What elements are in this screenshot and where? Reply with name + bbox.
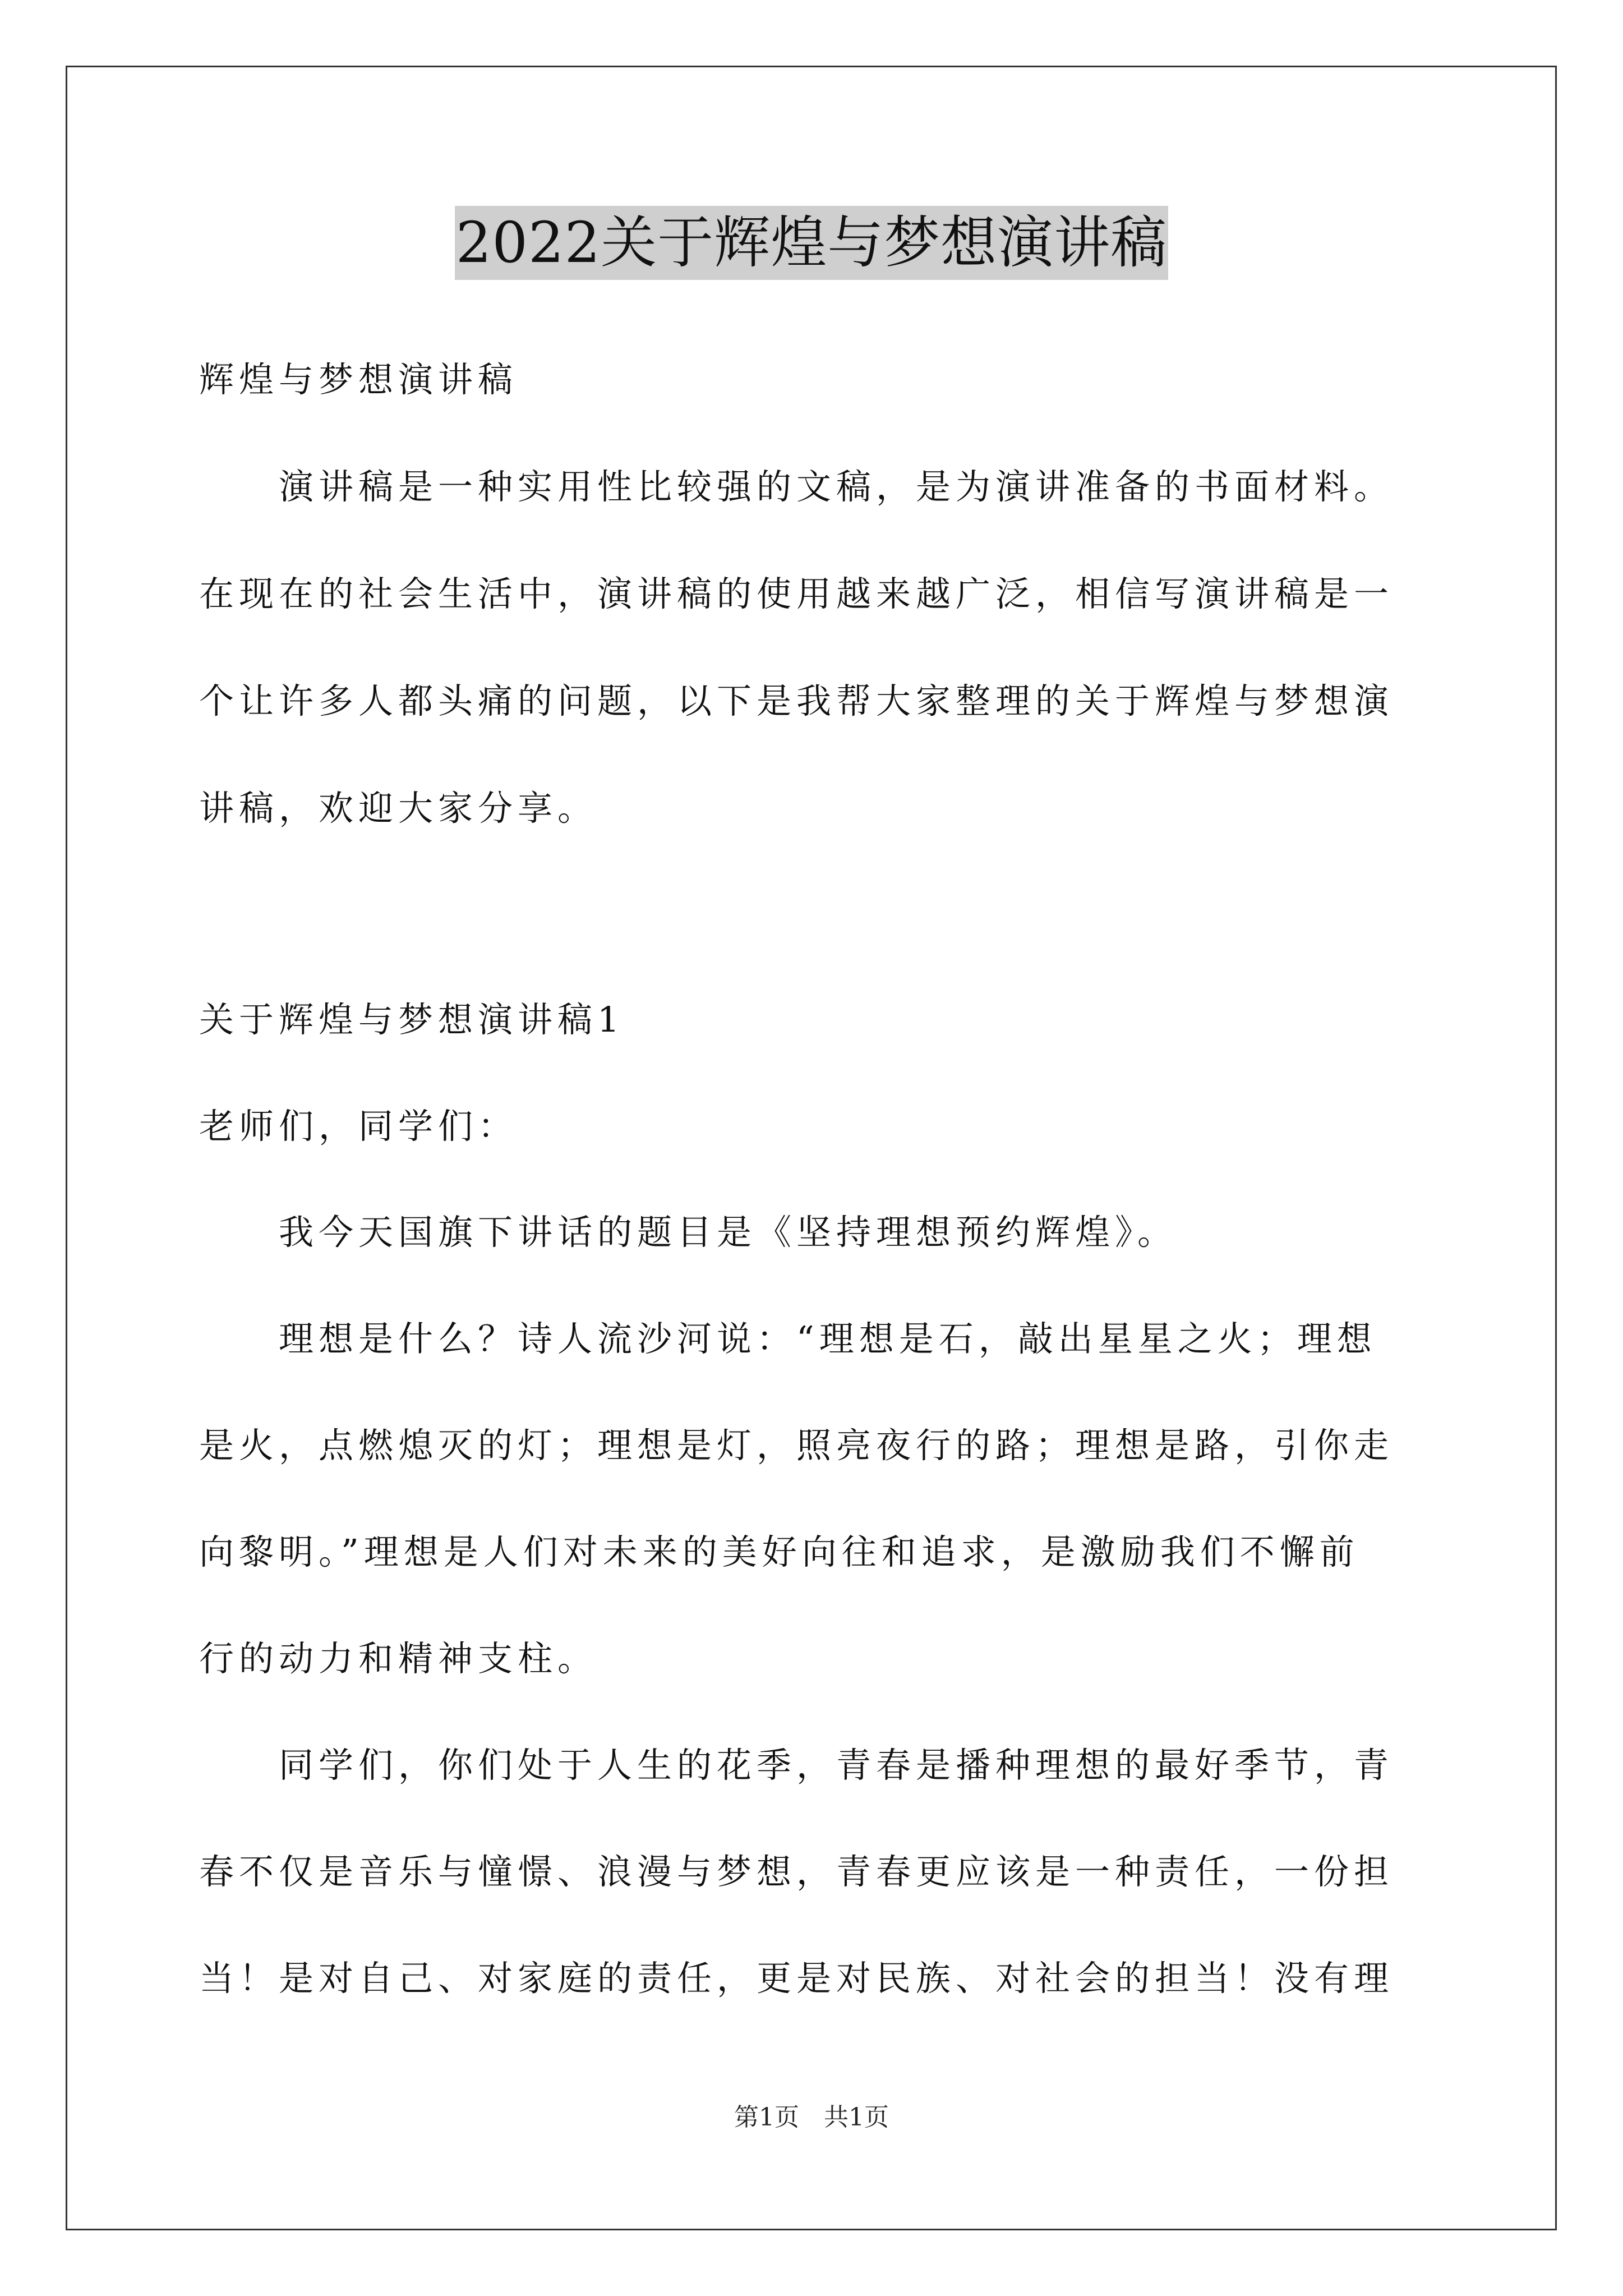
paragraph-line: 春不仅是音乐与憧憬、浪漫与梦想，青春更应该是一种责任，一份担 (199, 1851, 1394, 1892)
paragraph-line: 讲稿，欢迎大家分享。 (199, 788, 598, 829)
paragraph-line: 理想是什么？诗人流沙河说：“理想是石，敲出星星之火；理想 (199, 1318, 1377, 1359)
subtitle: 辉煌与梦想演讲稿 (199, 359, 518, 400)
section-heading: 关于辉煌与梦想演讲稿1 (199, 999, 625, 1040)
title-container (0, 206, 1623, 280)
paragraph-line: 演讲稿是一种实用性比较强的文稿，是为演讲准备的书面材料。 (199, 466, 1394, 507)
paragraph-line: 个让许多人都头痛的问题，以下是我帮大家整理的关于辉煌与梦想演 (199, 680, 1394, 721)
paragraph-line: 是火，点燃熄灭的灯；理想是灯，照亮夜行的路；理想是路，引你走 (199, 1425, 1394, 1466)
paragraph-line: 在现在的社会生活中，演讲稿的使用越来越广泛，相信写演讲稿是一 (199, 573, 1394, 614)
greeting-line: 老师们，同学们： (199, 1106, 518, 1147)
paragraph-line: 我今天国旗下讲话的题目是《坚持理想预约辉煌》。 (199, 1212, 1178, 1253)
paragraph-line: 同学们，你们处于人生的花季，青春是播种理想的最好季节，青 (199, 1745, 1394, 1786)
paragraph-line: 行的动力和精神支柱。 (199, 1638, 598, 1679)
document-title: 2022关于辉煌与梦想演讲稿 (455, 206, 1169, 280)
paragraph-line: 向黎明。”理想是人们对未来的美好向往和追求，是激励我们不懈前 (199, 1531, 1359, 1572)
paragraph-line: 当！是对自己、对家庭的责任，更是对民族、对社会的担当！没有理 (199, 1958, 1394, 1999)
page-footer: 第1页 共1页 (734, 2103, 889, 2132)
